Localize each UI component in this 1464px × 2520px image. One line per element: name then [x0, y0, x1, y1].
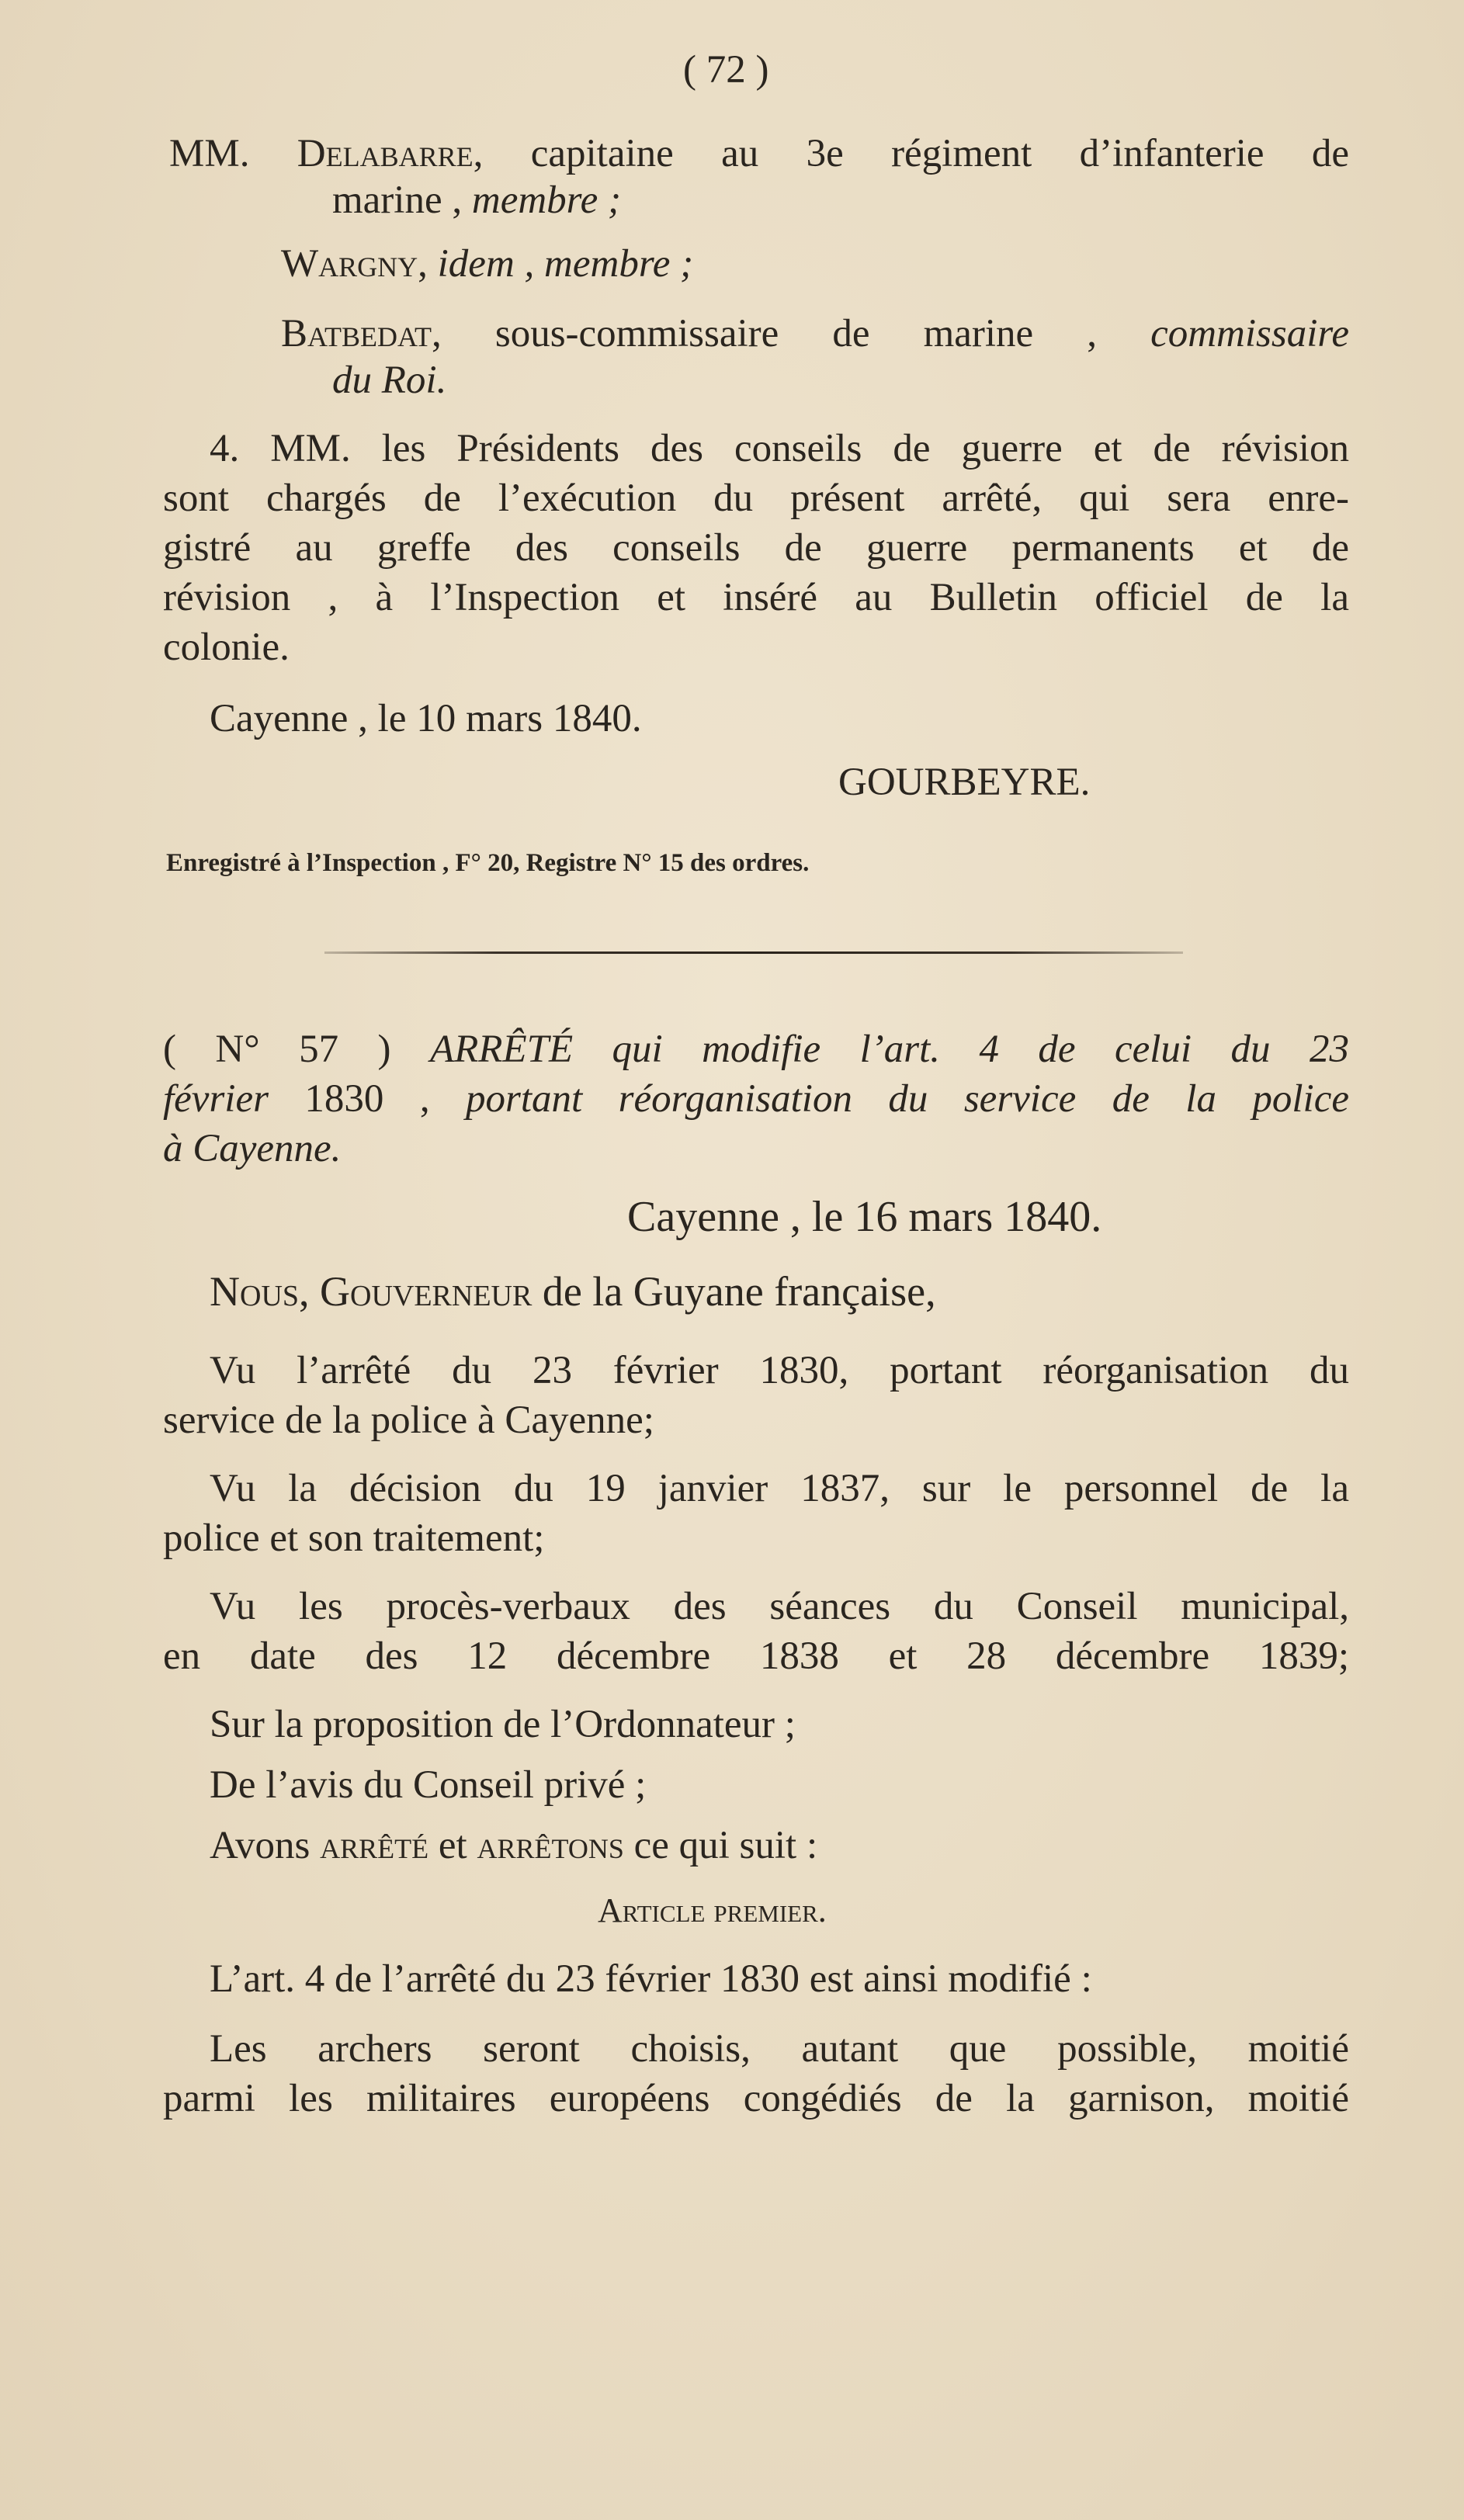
date-line-1: Cayenne , le 10 mars 1840. — [210, 697, 642, 740]
member-batbedat: Batbedat, sous-commissaire de marine , commissaire — [281, 312, 1349, 355]
registration-note: Enregistré à l’Inspection , F° 20, Registre N° 15 des ordres. — [166, 849, 810, 877]
document-page: ( 72 ) MM. Delabarre, capitaine au 3e régiment d’infanterie de marine , membre ; Wargny, idem , membre ; Batbedat, sous-commissaire de marine , commissaire du Roi. 4. MM. les Présidents des conseils de guerre et de révision sont chargés de l’exécution du présent arrêté, qui sera enre- gistré au greffe des conseils de guerre permanents et de révision , à l’Inspection et inséré au Bulletin officiel de la colonie. Cayenne , le 10 mars 1840. GOURBEYRE. Enregistré à l’Inspection , F° 20, Registre N° 15 des ordres. ( N° 57 ) ARRÊTÉ qui modifie l’art. 4 de celui du 23 février 1830 , portant réorganisation du service de la police à Cayenne. Cayenne , le 16 mars 1840. Nous, Gouverneur de la Guyane française, Vu l’arrêté du 23 février 1830, portant réorganisation du service de la police à Cayenne; Vu la décision du 19 janvier 1837, sur le personnel de la police et son traitement; Vu les procès-verbaux des séances du Conseil municipal, en date des 12 décembre 1838 et 28 décembre 1839; Sur la proposition de l’Ordonnateur ; De l’avis du Conseil privé ; Avons arrêté et arrêtons ce qui suit : Article premier. L’art. 4 de l’arrêté du 23 février 1830 est ainsi modifié : Les archers seront choisis, autant que possible, moitié parmi les militaires européens congédiés de la garnison, moitié — [0, 0, 1464, 2520]
decree-title: ARRÊTÉ qui modifie l’art. 4 de celui du 23 — [429, 1028, 1349, 1071]
signature: GOURBEYRE. — [838, 761, 1091, 804]
considerant-sur: Sur la proposition de l’Ordonnateur ; — [210, 1703, 796, 1746]
article-text: L’art. 4 de l’arrêté du 23 février 1830 est ainsi modifié : — [210, 1957, 1092, 2001]
member-delabarre-line: MM. Delabarre, capitaine au 3e régiment d’infanterie de — [169, 132, 1350, 175]
considerant-avis: De l’avis du Conseil privé ; — [210, 1763, 647, 1807]
article-heading: Article premier. — [598, 1891, 827, 1929]
decree-date: Cayenne , le 16 mars 1840. — [627, 1193, 1102, 1241]
name-delabarre: Delabarre — [297, 132, 474, 175]
section-divider — [324, 951, 1183, 954]
page-number: ( 72 ) — [683, 48, 769, 92]
nous-line: Nous, Gouverneur de la Guyane française, — [210, 1268, 936, 1315]
member-batbedat-role: du Roi. — [332, 359, 447, 402]
member-wargny: Wargny, idem , membre ; — [281, 242, 694, 286]
decree-number: ( N° 57 ) — [163, 1028, 391, 1071]
member-delabarre-role: marine , membre ; — [332, 179, 621, 222]
avons-line: Avons arrêté et arrêtons ce qui suit : — [210, 1824, 818, 1867]
